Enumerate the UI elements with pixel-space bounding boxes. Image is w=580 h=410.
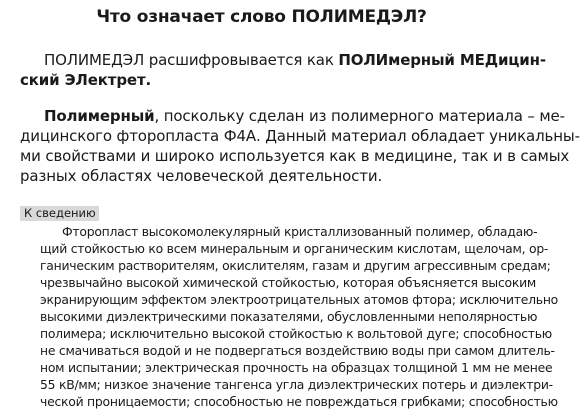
note-line: чрезвычайно высокой химической стойкостью, которая объясняется высоким [40,275,536,290]
note-line: ческой проницаемости; способностью не повреждаться грибками; способностью [40,394,558,409]
polymer-paragraph-line-4: разных областях человеческой деятельности. [20,167,383,185]
intro-bold-term-end: ский ЭЛектрет. [20,71,152,89]
note-line: не смачиваться водой и не подвергаться воздействию воды при самом длитель- [40,343,555,358]
intro-text: ПОЛИМЕДЭЛ расшифровывается как [44,51,339,69]
note-line: полимера; исключительно высокой стойкостью к вольтовой дуге; способностью [40,326,552,341]
page-title: Что означает слово ПОЛИМЕДЭЛ? [96,7,427,27]
intro-bold-term: ПОЛИмерный МЕДицин- [338,51,546,69]
polymer-paragraph-line-3: ми свойствами и широко используется как в медицине, так и в самых [20,147,570,165]
note-line: 55 кВ/мм; низкое значение тангенса угла диэлектрических потерь и диэлектри- [40,377,553,392]
note-line: ганическим растворителям, окислителям, газам и другим агрессивным средам; [40,258,551,273]
note-line: щий стойкостью ко всем минеральным и органическим кислотам, щелочам, ор- [40,241,549,256]
note-line: ном испытании; электрическая прочность на образцах толщиной 1 мм не менее [40,360,553,375]
note-line: высокими диэлектрическими показателями, обусловленными неполярностью [40,309,538,324]
intro-line-2 [20,70,504,90]
polymer-bold-term: Полимерный [44,107,155,125]
intro-line-1 [20,50,546,70]
note-line: Фторопласт высокомолекулярный кристаллизованный полимер, обладаю- [62,224,538,239]
info-label-badge: К сведению [20,206,99,221]
note-line: экранирующим эффектом электроотрицательных атомов фтора; исключительно [40,292,559,307]
polymer-paragraph-line-1 [20,106,565,126]
polymer-paragraph-line-2: дицинского фторопласта Ф4А. Данный материал обладает уникальны- [20,127,580,145]
polymer-text: , поскольку сделан из полимерного материала – ме- [154,107,565,125]
